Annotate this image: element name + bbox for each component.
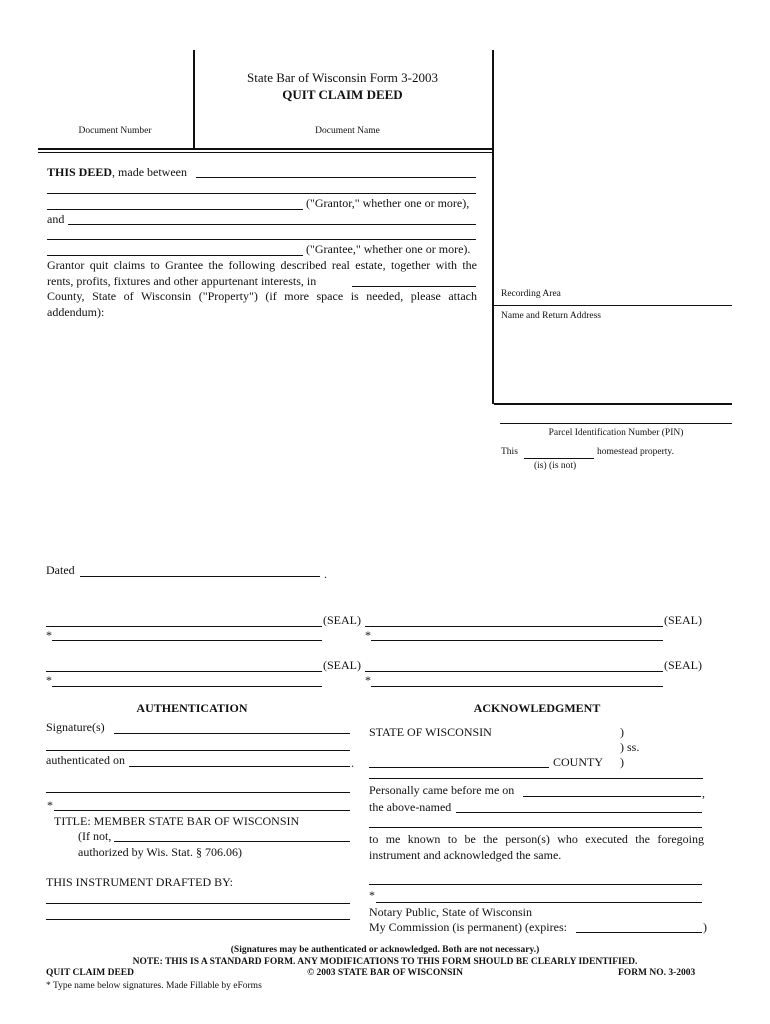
- signature-field-4[interactable]: [365, 671, 663, 672]
- recording-area-rule: [494, 305, 732, 306]
- known-line-2: instrument and acknowledged the same.: [369, 848, 562, 862]
- commission-label: My Commission (is permanent) (expires:: [369, 920, 567, 934]
- body-line-1: Grantor quit claims to Grantee the following described real estate, together with the: [47, 258, 477, 272]
- grantor-field-1[interactable]: [196, 177, 476, 178]
- pin-label: Parcel Identification Number (PIN): [548, 428, 684, 438]
- signature-field-3[interactable]: [46, 671, 322, 672]
- authenticated-on-label: authenticated on: [46, 753, 125, 767]
- grantee-suffix: ("Grantee," whether one or more).: [306, 242, 471, 256]
- document-name-label: Document Name: [315, 126, 380, 136]
- seal-label-3: (SEAL): [323, 658, 361, 672]
- deed-title: QUIT CLAIM DEED: [282, 87, 403, 102]
- signature-note: (Signatures may be authenticated or acknowledged. Both are not necessary.): [230, 945, 540, 955]
- acknowledgment-heading: ACKNOWLEDGMENT: [473, 701, 601, 715]
- typed-name-field-2[interactable]: [371, 640, 663, 641]
- grantee-field-3[interactable]: [47, 255, 303, 256]
- signature-field-1[interactable]: [46, 626, 322, 627]
- is-is-not-label: (is) (is not): [534, 461, 577, 471]
- authenticated-on-field[interactable]: [129, 766, 350, 767]
- this-deed-label: THIS DEED: [47, 165, 113, 179]
- notary-signature-field[interactable]: [369, 884, 702, 885]
- body-line-4: addendum):: [47, 305, 105, 319]
- grantee-field-2[interactable]: [47, 239, 476, 240]
- county-paren: ): [620, 755, 624, 769]
- seal-label-2: (SEAL): [664, 613, 702, 627]
- asterisk-2: *: [365, 628, 371, 642]
- footer-left-title: QUIT CLAIM DEED: [46, 968, 134, 978]
- if-not-field[interactable]: [114, 841, 350, 842]
- pin-field[interactable]: [500, 423, 732, 424]
- name-return-address-label: Name and Return Address: [501, 311, 601, 321]
- ack-date-field[interactable]: [523, 796, 701, 797]
- authentication-heading: AUTHENTICATION: [136, 701, 248, 715]
- homestead-status-field[interactable]: [524, 458, 594, 459]
- typed-name-field-3[interactable]: [52, 686, 322, 687]
- county-label: COUNTY: [553, 755, 603, 769]
- seal-label-4: (SEAL): [664, 658, 702, 672]
- footer-copyright: © 2003 STATE BAR OF WISCONSIN: [307, 968, 463, 978]
- county-ack-field[interactable]: [369, 767, 549, 768]
- ack-comma: ,: [702, 786, 705, 800]
- state-paren: ): [620, 725, 624, 739]
- footer-form-number: FORM NO. 3-2003: [618, 968, 696, 978]
- header-divider-right: [492, 50, 494, 404]
- ack-separator: [369, 778, 703, 779]
- grantor-field-2[interactable]: [47, 193, 476, 194]
- body-line-2: rents, profits, fixtures and other appurtenant interests, in: [47, 274, 317, 288]
- known-line-1: to me known to be the person(s) who executed the foregoing: [369, 832, 704, 846]
- auth-signatures-field-1[interactable]: [114, 733, 350, 734]
- document-number-label: Document Number: [78, 126, 152, 136]
- dated-field[interactable]: [80, 576, 320, 577]
- auth-typed-name-field[interactable]: [54, 810, 350, 811]
- commission-close: ): [703, 920, 707, 934]
- dated-period: .: [324, 567, 327, 581]
- state-of-wisconsin-label: STATE OF WISCONSIN: [369, 725, 492, 739]
- made-between-label: , made between: [112, 165, 187, 179]
- this-label: This: [501, 447, 518, 457]
- above-named-label: the above-named: [369, 800, 452, 814]
- authorized-by-label: authorized by Wis. Stat. § 706.06): [78, 845, 242, 859]
- drafted-by-field-1[interactable]: [46, 903, 350, 904]
- drafted-by-field-2[interactable]: [46, 919, 350, 920]
- above-named-field-2[interactable]: [369, 827, 702, 828]
- homestead-label: homestead property.: [597, 447, 674, 457]
- if-not-label: (If not,: [78, 829, 112, 843]
- asterisk-3: *: [46, 673, 52, 687]
- header-bottom-rule-thin: [38, 152, 494, 153]
- seal-label-1: (SEAL): [323, 613, 361, 627]
- grantor-suffix: ("Grantor," whether one or more),: [306, 196, 470, 210]
- authenticated-period: .: [351, 756, 354, 770]
- notary-typed-name-field[interactable]: [376, 902, 702, 903]
- ss-label: ) ss.: [620, 740, 640, 754]
- auth-signatures-field-2[interactable]: [46, 750, 350, 751]
- above-named-field-1[interactable]: [456, 812, 702, 813]
- type-name-note: * Type name below signatures. Made Fillable by eForms: [46, 981, 262, 991]
- asterisk-1: *: [46, 628, 52, 642]
- form-title: State Bar of Wisconsin Form 3-2003: [247, 70, 438, 85]
- standard-form-note: NOTE: THIS IS A STANDARD FORM. ANY MODIFICATIONS TO THIS FORM SHOULD BE CLEARLY IDENTIFIED.: [132, 957, 638, 967]
- recording-area-label: Recording Area: [501, 289, 561, 299]
- body-line-3: County, State of Wisconsin ("Property") (if more space is needed, please attach: [47, 289, 477, 303]
- notary-public-label: Notary Public, State of Wisconsin: [369, 905, 532, 919]
- this-deed-intro: [47, 165, 187, 179]
- personally-came-label: Personally came before me on: [369, 783, 515, 797]
- grantor-field-3[interactable]: [47, 209, 303, 210]
- auth-asterisk: *: [47, 798, 53, 812]
- header-bottom-rule: [38, 148, 494, 150]
- commission-expires-field[interactable]: [576, 932, 702, 933]
- typed-name-field-4[interactable]: [371, 686, 663, 687]
- county-field[interactable]: [352, 286, 476, 287]
- return-address-bottom-rule: [494, 403, 732, 405]
- notary-asterisk: *: [369, 888, 375, 902]
- grantee-field-1[interactable]: [68, 224, 476, 225]
- drafted-by-label: THIS INSTRUMENT DRAFTED BY:: [46, 875, 234, 889]
- title-member-label: TITLE: MEMBER STATE BAR OF WISCONSIN: [54, 814, 300, 828]
- dated-label: Dated: [46, 563, 75, 577]
- signatures-label: Signature(s): [46, 720, 105, 734]
- and-label: and: [47, 212, 65, 226]
- typed-name-field-1[interactable]: [52, 640, 322, 641]
- asterisk-4: *: [365, 673, 371, 687]
- signature-field-2[interactable]: [365, 626, 663, 627]
- auth-signature-field[interactable]: [46, 792, 350, 793]
